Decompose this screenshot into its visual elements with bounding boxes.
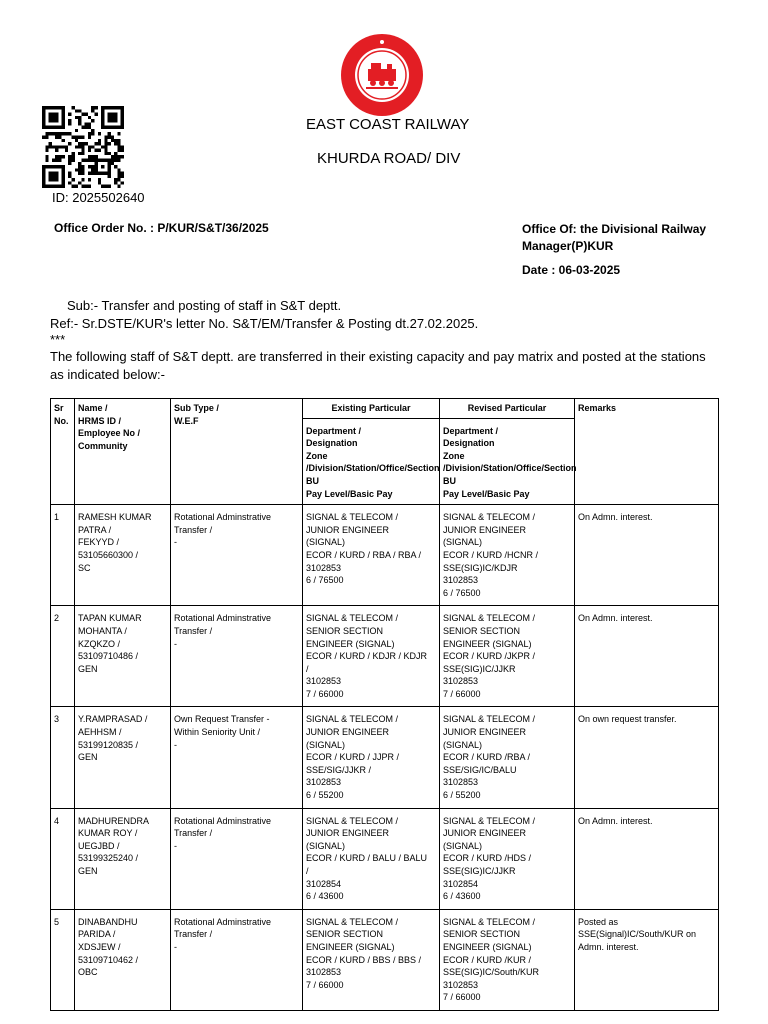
cell-existing: [303, 505, 440, 606]
table-row: [51, 808, 719, 909]
qr-code: [42, 106, 124, 188]
cell-line: ECOR / KURD /RBA /: [443, 752, 531, 763]
office-of: Office Of: the Divisional Railway Manager(P)KUR: [522, 222, 707, 253]
cell-line: 7 / 66000: [443, 992, 481, 1003]
cell-sub-type: [171, 707, 303, 808]
cell-line: 6 / 55200: [306, 790, 344, 801]
cell-line: 7 / 66000: [443, 688, 481, 699]
cell-line: (SIGNAL): [443, 537, 483, 548]
cell-line: 6 / 43600: [443, 891, 481, 902]
cell-line: MOHANTA /: [78, 625, 127, 636]
cell-line: TAPAN KUMAR: [78, 613, 142, 624]
cell-line: /: [306, 866, 309, 876]
cell-revised: [440, 707, 575, 808]
cell-line: /: [306, 663, 309, 674]
cell-line: SSE(SIG)IC/JJKR: [443, 663, 516, 674]
cell-line: SENIOR SECTION: [443, 625, 521, 636]
cell-line: SENIOR SECTION: [306, 929, 384, 940]
cell-name: [75, 808, 171, 909]
document-id: ID: 2025502640: [52, 190, 145, 205]
cell-line: -: [174, 941, 177, 952]
cell-name: [75, 606, 171, 707]
cell-line: (SIGNAL): [443, 739, 483, 750]
cell-remarks: [575, 505, 719, 606]
cell-line: -: [174, 638, 177, 649]
cell-line: SIGNAL & TELECOM /: [443, 512, 536, 523]
cell-line: 6 / 55200: [443, 790, 481, 801]
cell-line: 3102853: [443, 676, 479, 687]
cell-line: Admn. interest.: [578, 941, 639, 952]
cell-line: OBC: [78, 967, 98, 978]
cell-sub-type: [171, 505, 303, 606]
transfer-table-body: [51, 505, 719, 1011]
cell-line: -: [174, 840, 177, 851]
cell-line: 7 / 66000: [306, 979, 344, 990]
cell-revised: [440, 909, 575, 1010]
office-order-number: Office Order No. : P/KUR/S&T/36/2025: [54, 221, 269, 235]
cell-line: SIGNAL & TELECOM /: [443, 613, 536, 624]
cell-line: Within Seniority Unit /: [174, 727, 261, 738]
cell-line: Y.RAMPRASAD /: [78, 714, 148, 725]
cell-line: 3102853: [443, 777, 479, 788]
cell-line: Transfer /: [174, 625, 213, 636]
header-sub-type: Sub Type / W.E.F: [171, 399, 303, 505]
cell-line: MADHURENDRA: [78, 815, 150, 826]
cell-line: 6 / 76500: [443, 587, 481, 598]
cell-line: SIGNAL & TELECOM /: [306, 613, 399, 624]
cell-line: (SIGNAL): [306, 537, 346, 548]
cell-line: ECOR / KURD / BBS / BBS /: [306, 954, 422, 965]
cell-line: SSE(Signal)IC/South/KUR on: [578, 929, 697, 940]
cell-line: SSE(SIG)IC/KDJR: [443, 562, 518, 573]
cell-line: SSE/SIG/JJKR /: [306, 764, 372, 775]
cell-line: UEGJBD /: [78, 840, 120, 851]
cell-sub-type: [171, 808, 303, 909]
cell-line: AEHHSM /: [78, 727, 122, 738]
cell-line: Transfer /: [174, 828, 213, 839]
cell-line: SIGNAL & TELECOM /: [443, 714, 536, 725]
cell-line: SSE(SIG)IC/JJKR: [443, 866, 516, 876]
cell-line: On Admn. interest.: [578, 512, 653, 523]
cell-line: SSE/SIG/IC/BALU: [443, 764, 517, 775]
cell-line: 3102853: [306, 562, 342, 573]
cell-line: Rotational Adminstrative: [174, 916, 272, 927]
cell-line: -: [174, 537, 177, 548]
cell-existing: [303, 808, 440, 909]
cell-line: ECOR / KURD /JKPR /: [443, 651, 536, 662]
cell-name: [75, 909, 171, 1010]
cell-line: FEKYYD /: [78, 537, 120, 548]
org-title: EAST COAST RAILWAY: [306, 116, 470, 133]
cell-line: On Admn. interest.: [578, 613, 653, 624]
cell-line: SIGNAL & TELECOM /: [306, 512, 399, 523]
cell-line: KZQKZO /: [78, 638, 121, 649]
cell-line: RAMESH KUMAR: [78, 512, 152, 523]
existing-subheader: Department / Designation Zone /Division/Station/Office/Section BU Pay Level/Basic Pay: [303, 418, 440, 505]
cell-line: 53109710462 /: [78, 954, 139, 965]
separator-stars: ***: [50, 332, 66, 347]
cell-line: DINABANDHU: [78, 916, 138, 927]
cell-line: 7 / 66000: [306, 688, 344, 699]
cell-line: ENGINEER (SIGNAL): [443, 941, 532, 952]
cell-line: -: [174, 739, 177, 750]
cell-line: SC: [78, 562, 91, 573]
cell-line: PATRA /: [78, 524, 112, 535]
cell-line: JUNIOR ENGINEER: [443, 828, 527, 839]
cell-line: 53109710486 /: [78, 651, 139, 662]
cell-line: SIGNAL & TELECOM /: [443, 916, 536, 927]
cell-line: 3102854: [306, 878, 342, 889]
table-row: [51, 909, 719, 1010]
header-sr: Sr No.: [51, 399, 75, 505]
table-row: [51, 505, 719, 606]
cell-line: 3102853: [306, 967, 342, 978]
cell-line: 6 / 43600: [306, 891, 344, 902]
cell-sr: 2: [51, 606, 75, 707]
cell-remarks: [575, 808, 719, 909]
cell-line: ECOR / KURD / JJPR /: [306, 752, 400, 763]
cell-line: Rotational Adminstrative: [174, 613, 272, 624]
cell-line: GEN: [78, 866, 98, 876]
cell-line: GEN: [78, 752, 98, 763]
cell-line: KUMAR ROY /: [78, 828, 138, 839]
cell-line: ECOR / KURD / KDJR / KDJR: [306, 651, 428, 662]
division-title: KHURDA ROAD/ DIV: [317, 150, 461, 167]
cell-sr: 4: [51, 808, 75, 909]
cell-line: SSE(SIG)IC/South/KUR: [443, 967, 540, 978]
cell-line: 53199120835 /: [78, 739, 139, 750]
indian-railways-logo: [340, 33, 424, 117]
cell-line: SENIOR SECTION: [443, 929, 521, 940]
cell-line: Posted as: [578, 916, 619, 927]
cell-existing: [303, 606, 440, 707]
cell-remarks: [575, 909, 719, 1010]
table-header-row: [51, 399, 719, 419]
cell-line: SIGNAL & TELECOM /: [306, 815, 399, 826]
cell-revised: [440, 505, 575, 606]
cell-existing: [303, 909, 440, 1010]
cell-line: 6 / 76500: [306, 575, 344, 586]
header-revised: Revised Particular: [440, 399, 575, 419]
table-row: [51, 606, 719, 707]
cell-line: Own Request Transfer -: [174, 714, 270, 725]
cell-line: SIGNAL & TELECOM /: [306, 916, 399, 927]
transfer-table: [50, 398, 719, 1011]
revised-subheader: Department / Designation Zone /Division/Station/Office/Section BU Pay Level/Basic Pay: [440, 418, 575, 505]
cell-line: 3102853: [443, 575, 479, 586]
cell-line: GEN: [78, 663, 98, 674]
cell-line: SIGNAL & TELECOM /: [443, 815, 536, 826]
cell-line: (SIGNAL): [443, 840, 483, 851]
cell-line: XDSJEW /: [78, 941, 121, 952]
cell-line: SENIOR SECTION: [306, 625, 384, 636]
cell-line: JUNIOR ENGINEER: [306, 524, 390, 535]
cell-line: ECOR / KURD /HDS /: [443, 853, 532, 864]
cell-line: (SIGNAL): [306, 739, 346, 750]
cell-line: ENGINEER (SIGNAL): [443, 638, 532, 649]
intro-paragraph: The following staff of S&T deptt. are transferred in their existing capacity and pay matrix and posted at the stations as indicated below:-: [50, 349, 706, 382]
header-remarks: Remarks: [575, 399, 719, 505]
cell-line: PARIDA /: [78, 929, 116, 940]
cell-line: ECOR / KURD / BALU / BALU: [306, 853, 428, 864]
cell-line: On Admn. interest.: [578, 815, 653, 826]
cell-line: 3102853: [306, 676, 342, 687]
cell-sub-type: [171, 909, 303, 1010]
cell-sr: 3: [51, 707, 75, 808]
cell-line: ECOR / KURD / RBA / RBA /: [306, 549, 422, 560]
table-row: [51, 707, 719, 808]
cell-line: Rotational Adminstrative: [174, 512, 272, 523]
cell-line: ECOR / KURD /HCNR /: [443, 549, 539, 560]
order-date: Date : 06-03-2025: [522, 263, 621, 277]
header-existing: Existing Particular: [303, 399, 440, 419]
cell-sr: 5: [51, 909, 75, 1010]
reference-line: Ref:- Sr.DSTE/KUR's letter No. S&T/EM/Transfer & Posting dt.27.02.2025.: [50, 316, 479, 331]
cell-name: [75, 505, 171, 606]
cell-revised: [440, 808, 575, 909]
cell-line: ECOR / KURD /KUR /: [443, 954, 532, 965]
cell-line: JUNIOR ENGINEER: [443, 727, 527, 738]
cell-sub-type: [171, 606, 303, 707]
cell-line: (SIGNAL): [306, 840, 346, 851]
cell-line: 53105660300 /: [78, 549, 139, 560]
cell-line: SIGNAL & TELECOM /: [306, 714, 399, 725]
header-name: Name / HRMS ID / Employee No / Community: [75, 399, 171, 505]
cell-remarks: [575, 707, 719, 808]
cell-remarks: [575, 606, 719, 707]
cell-line: JUNIOR ENGINEER: [306, 828, 390, 839]
cell-sr: 1: [51, 505, 75, 606]
cell-line: ENGINEER (SIGNAL): [306, 638, 395, 649]
cell-line: Transfer /: [174, 929, 213, 940]
cell-line: JUNIOR ENGINEER: [306, 727, 390, 738]
cell-line: JUNIOR ENGINEER: [443, 524, 527, 535]
cell-revised: [440, 606, 575, 707]
cell-line: 3102853: [443, 979, 479, 990]
cell-line: Transfer /: [174, 524, 213, 535]
cell-line: 3102854: [443, 878, 479, 889]
cell-name: [75, 707, 171, 808]
cell-line: On own request transfer.: [578, 714, 677, 725]
cell-line: Rotational Adminstrative: [174, 815, 272, 826]
cell-line: 53199325240 /: [78, 853, 139, 864]
cell-line: 3102853: [306, 777, 342, 788]
cell-line: ENGINEER (SIGNAL): [306, 941, 395, 952]
subject-line: Sub:- Transfer and posting of staff in S&T deptt.: [67, 298, 342, 313]
cell-existing: [303, 707, 440, 808]
